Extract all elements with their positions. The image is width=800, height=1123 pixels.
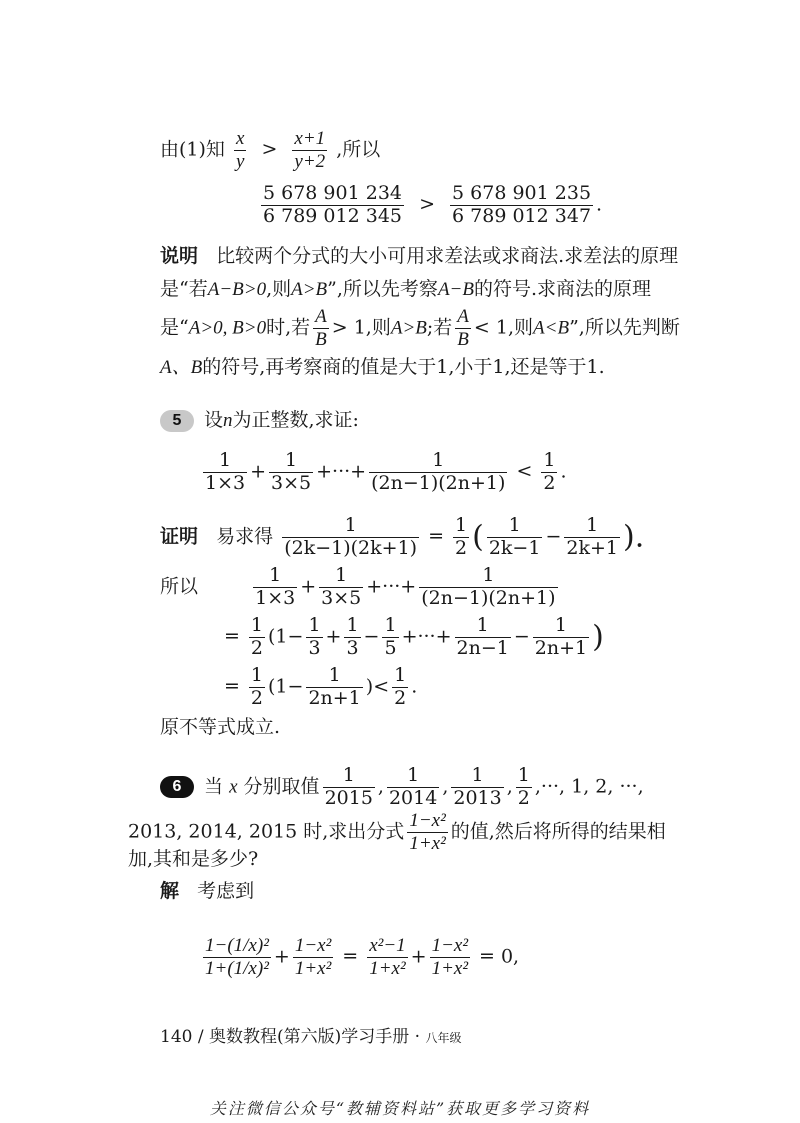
num: x+1 [294, 128, 326, 149]
den: 6 789 012 347 [452, 204, 592, 227]
text: ”,所以先判断 [569, 316, 680, 339]
math: A、B [160, 356, 203, 378]
den: 2n−1 [456, 636, 509, 659]
book-title: 奥数教程(第六版)学习手册 [209, 1027, 410, 1047]
paren: ( [472, 519, 484, 555]
num: 1 [253, 565, 297, 588]
paren: ) [592, 619, 604, 655]
den: B [457, 328, 469, 350]
problem-6-line-3: 加,其和是多少? [128, 848, 259, 870]
relation: < [516, 460, 533, 483]
num: 1−x² [294, 935, 332, 956]
den: y+2 [294, 150, 326, 172]
line-1 [160, 128, 380, 173]
den: 5 [384, 636, 397, 659]
note-label: 说明 [160, 245, 199, 267]
den: 2015 [324, 786, 373, 809]
num: 1 [369, 450, 507, 473]
den: (2n−1)(2n+1) [421, 586, 556, 609]
math: n [223, 410, 233, 431]
num: 1 [282, 515, 419, 538]
op: +···+ [366, 575, 417, 598]
text: ,则 [365, 316, 391, 339]
text: 的符号,再考察商的值是大于1,小于1,还是等于1. [202, 355, 605, 378]
num: 1 [564, 515, 620, 538]
proof-label: 证明 [160, 525, 199, 548]
num: x [235, 128, 245, 149]
fraction [453, 515, 469, 560]
text: (1− [268, 675, 304, 698]
op: + [273, 945, 290, 968]
problem-6 [160, 765, 644, 810]
text: 易求得 [216, 525, 274, 548]
fraction [249, 665, 265, 710]
text: , [377, 775, 384, 798]
relation: = [224, 625, 240, 648]
den: 2 [250, 636, 264, 659]
fraction [293, 935, 333, 980]
op: + [325, 625, 342, 648]
fraction [203, 450, 247, 495]
num: 5 678 901 234 [263, 182, 403, 204]
math: A>B [291, 279, 328, 300]
text: ,所以 [336, 138, 381, 161]
fraction [516, 765, 532, 810]
den: 2n+1 [534, 636, 588, 659]
text: 的符号.求商法的原理是“ [160, 278, 652, 339]
text: 为正整数,求证: [232, 409, 359, 431]
fraction [487, 515, 543, 560]
fraction [367, 935, 407, 980]
solution-label: 解 [160, 880, 180, 902]
fraction [392, 665, 408, 710]
num: 1−x² [431, 935, 469, 956]
op: − [545, 525, 562, 548]
den: (2k−1)(2k+1) [284, 536, 418, 559]
relation: > [419, 193, 435, 216]
text: ”,所以先考察 [327, 278, 438, 300]
text: 考虑到 [197, 880, 255, 902]
text: 当 [204, 775, 224, 798]
num: 1 [250, 664, 264, 686]
relation: > [261, 138, 278, 161]
text: (1− [268, 625, 304, 648]
num: 1 [269, 450, 313, 473]
fraction [253, 565, 297, 610]
den: 3×5 [271, 471, 312, 494]
den: 2014 [388, 786, 438, 809]
den: 1×3 [255, 586, 296, 609]
note-paragraph [160, 240, 690, 384]
num: 1 [203, 450, 247, 473]
fraction-1 [261, 183, 404, 228]
den: 1+x² [409, 832, 446, 854]
text: . [560, 460, 567, 483]
text: ,则 [507, 316, 534, 339]
den: 2n+1 [308, 686, 361, 709]
math: x [229, 776, 238, 798]
fraction [306, 615, 322, 660]
fraction [430, 935, 470, 980]
math: A>0, B>0 [188, 317, 267, 339]
den: 2 [517, 786, 530, 809]
fraction [249, 615, 265, 660]
text: 分别取值 [243, 775, 320, 798]
den: 1×3 [205, 471, 246, 494]
num: 1 [250, 614, 264, 636]
num: 1 [384, 614, 397, 636]
den: 1+x² [294, 957, 332, 979]
num: 5 678 901 235 [452, 182, 592, 204]
math: A>B [390, 317, 427, 339]
op: − [513, 625, 530, 648]
num: 1 [533, 615, 589, 638]
fraction [407, 810, 447, 855]
num: 1−x² [409, 810, 446, 831]
fraction [369, 450, 507, 495]
den: 3 [346, 636, 359, 659]
relation: = [479, 945, 495, 968]
num: 1 [387, 765, 439, 788]
den: 1+x² [431, 957, 469, 979]
problem-number-badge: 5 [160, 410, 194, 432]
final-equation [200, 935, 519, 980]
text: , [442, 775, 449, 798]
relation: = [428, 525, 444, 548]
text: 设 [204, 409, 224, 431]
text: . [596, 193, 603, 216]
relation: = [342, 945, 359, 968]
fraction [564, 515, 620, 560]
num: 1 [517, 764, 530, 786]
den: 3 [308, 636, 321, 659]
fraction [455, 615, 511, 660]
op: + [410, 945, 427, 968]
fraction [269, 450, 313, 495]
den: 2 [250, 686, 264, 709]
problem-5-inequality [200, 450, 567, 495]
fraction [533, 615, 589, 660]
conclusion: 原不等式成立. [160, 716, 281, 738]
fraction [306, 665, 362, 710]
num: 1 [323, 765, 375, 788]
fraction-a-b [455, 306, 471, 351]
num: 1 [543, 449, 556, 471]
math: > 1 [331, 316, 366, 339]
op: + [250, 460, 267, 483]
fraction [292, 128, 327, 173]
fraction [451, 765, 503, 810]
math: A−B>0 [207, 279, 267, 300]
num: x²−1 [369, 935, 406, 956]
text: 0, [500, 945, 520, 968]
text: 时,若 [266, 316, 311, 339]
text: 比较两个分式的大小可用求差法或求商法.求差法的原理是“若 [160, 245, 679, 300]
grade-label: 八年级 [425, 1031, 462, 1045]
fraction [323, 765, 375, 810]
sum-line-1 [160, 565, 561, 610]
den: 2013 [453, 786, 502, 809]
num: 1 [487, 515, 543, 538]
num: A [315, 306, 327, 327]
text: 所以 [160, 575, 199, 598]
op: + [300, 575, 317, 598]
fraction [382, 615, 398, 660]
paren: ). [622, 519, 645, 555]
num: 1 [306, 665, 362, 688]
fraction-a-b [313, 306, 329, 351]
num: 1 [451, 765, 503, 788]
den: 2 [543, 471, 556, 494]
fraction [387, 765, 439, 810]
text: · [414, 1027, 421, 1047]
text: )< [365, 675, 390, 698]
den: 3×5 [321, 586, 362, 609]
num: 1−(1/x)² [205, 935, 269, 956]
problem-number-badge: 6 [160, 776, 194, 798]
den: 2k−1 [488, 536, 541, 559]
den: y [235, 150, 245, 172]
fraction-x-over-y [234, 128, 246, 173]
math: A−B [437, 279, 474, 300]
num: 1 [419, 565, 557, 588]
text: ,···, 1, 2, ···, [534, 775, 644, 798]
op: − [363, 625, 380, 648]
den: 2 [455, 536, 468, 559]
proof-line [160, 515, 644, 560]
den: B [315, 328, 327, 350]
den: 1+(1/x)² [205, 957, 269, 979]
fraction [541, 450, 557, 495]
fraction-2 [450, 183, 593, 228]
problem-5 [160, 410, 359, 432]
text: 2013, 2014, 2015 时,求出分式 [128, 820, 405, 843]
num: 1 [394, 664, 407, 686]
num: 1 [308, 614, 321, 636]
den: 1+x² [369, 957, 406, 979]
num: 1 [346, 614, 359, 636]
den: 2 [394, 686, 407, 709]
solution-line [160, 882, 254, 901]
fraction [344, 615, 360, 660]
den: 6 789 012 345 [263, 204, 403, 227]
num: A [457, 306, 469, 327]
text: / [197, 1027, 204, 1047]
text: 的值,然后将所得的结果相 [450, 820, 666, 843]
den: (2n−1)(2n+1) [371, 471, 506, 494]
watermark-banner: 关注微信公众号“教辅资料站”获取更多学习资料 [209, 1099, 591, 1118]
sum-line-2 [218, 615, 604, 660]
relation: = [224, 675, 240, 698]
fraction [419, 565, 557, 610]
fraction [319, 565, 363, 610]
text: , [506, 775, 513, 798]
num: 1 [319, 565, 363, 588]
text: . [411, 675, 418, 698]
num: 1 [455, 615, 511, 638]
sum-line-3 [218, 665, 417, 710]
num: 1 [455, 514, 468, 536]
page-number: 140 [160, 1027, 193, 1047]
den: 2k+1 [566, 536, 618, 559]
math: A<B [533, 317, 570, 339]
text: ;若 [426, 316, 453, 339]
math: < 1 [473, 316, 508, 339]
line-2 [258, 183, 602, 228]
page-footer [160, 1022, 462, 1047]
op: +···+ [316, 460, 367, 483]
text: ,则 [266, 278, 292, 300]
fraction [203, 935, 271, 980]
fraction [282, 515, 419, 560]
op: +···+ [401, 625, 452, 648]
text: 由(1)知 [160, 138, 225, 161]
